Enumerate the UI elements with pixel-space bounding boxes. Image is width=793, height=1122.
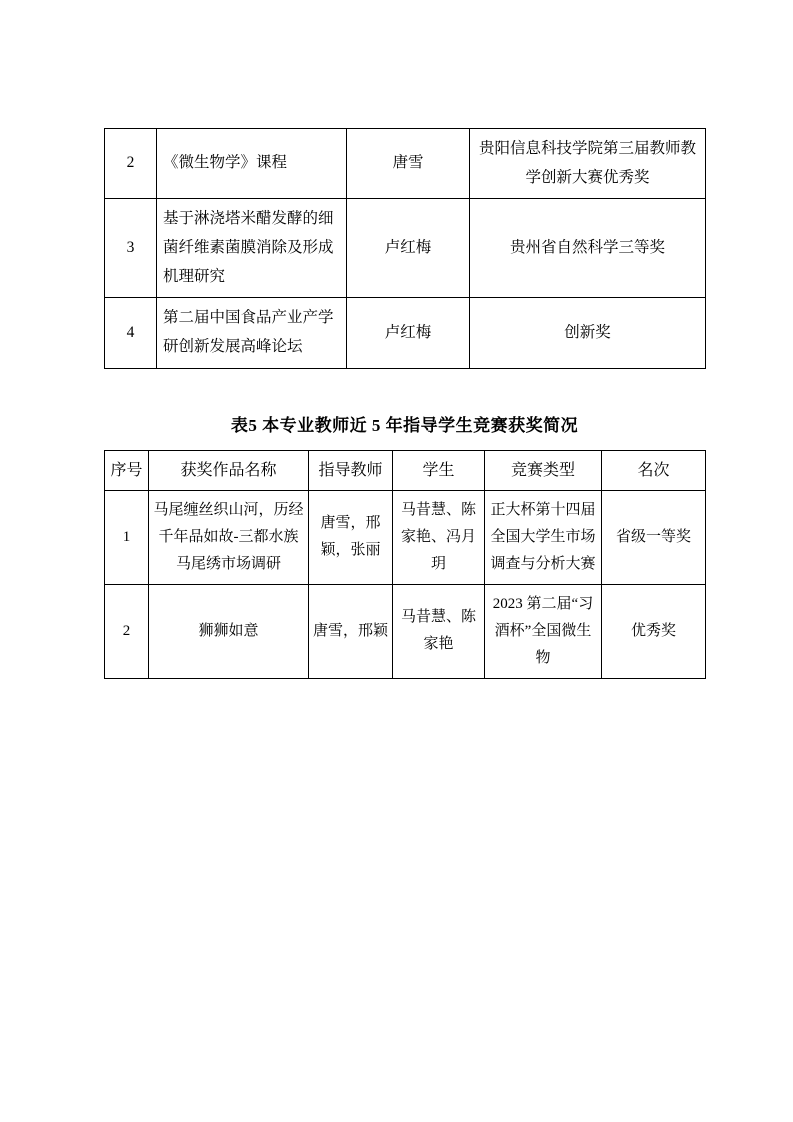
cell-no: 1 <box>105 490 149 584</box>
cell-competition-type: 正大杯第十四届全国大学生市场调查与分析大赛 <box>485 490 602 584</box>
cell-competition-type: 2023 第二届“习酒杯”全国微生物 <box>485 584 602 678</box>
cell-person: 卢红梅 <box>347 298 470 368</box>
table-row <box>105 298 706 368</box>
cell-no: 2 <box>105 584 149 678</box>
column-header-no: 序号 <box>105 450 149 490</box>
table-awards-projects <box>104 128 706 369</box>
cell-student: 马昔慧、陈家艳、冯月玥 <box>393 490 485 584</box>
cell-award: 贵阳信息科技学院第三届教师教学创新大赛优秀奖 <box>470 129 706 199</box>
table-row <box>105 199 706 298</box>
column-header-rank: 名次 <box>602 450 706 490</box>
cell-person: 唐雪 <box>347 129 470 199</box>
cell-project-name: 第二届中国食品产业产学研创新发展高峰论坛 <box>157 298 347 368</box>
table-row <box>105 584 706 678</box>
cell-project-name: 《微生物学》课程 <box>157 129 347 199</box>
cell-rank: 省级一等奖 <box>602 490 706 584</box>
column-header-type: 竞赛类型 <box>485 450 602 490</box>
cell-work-name: 马尾缠丝织山河，历经千年品如故-三都水族马尾绣市场调研 <box>149 490 309 584</box>
cell-award: 贵州省自然科学三等奖 <box>470 199 706 298</box>
cell-project-name: 基于淋浇塔米醋发酵的细菌纤维素菌膜消除及形成机理研究 <box>157 199 347 298</box>
cell-person: 卢红梅 <box>347 199 470 298</box>
table-student-competitions <box>104 450 706 679</box>
table-header-row <box>105 450 706 490</box>
cell-award: 创新奖 <box>470 298 706 368</box>
column-header-work: 获奖作品名称 <box>149 450 309 490</box>
table5-caption: 表5 本专业教师近 5 年指导学生竞赛获奖简况 <box>230 415 579 435</box>
cell-no: 4 <box>105 298 157 368</box>
column-header-student: 学生 <box>393 450 485 490</box>
cell-teacher: 唐雪，邢颖 <box>309 584 393 678</box>
cell-no: 2 <box>105 129 157 199</box>
cell-student: 马昔慧、陈家艳 <box>393 584 485 678</box>
cell-teacher: 唐雪，邢颖，张丽 <box>309 490 393 584</box>
column-header-teacher: 指导教师 <box>309 450 393 490</box>
cell-no: 3 <box>105 199 157 298</box>
table-row <box>105 129 706 199</box>
table-row <box>105 490 706 584</box>
cell-work-name: 狮狮如意 <box>149 584 309 678</box>
cell-rank: 优秀奖 <box>602 584 706 678</box>
